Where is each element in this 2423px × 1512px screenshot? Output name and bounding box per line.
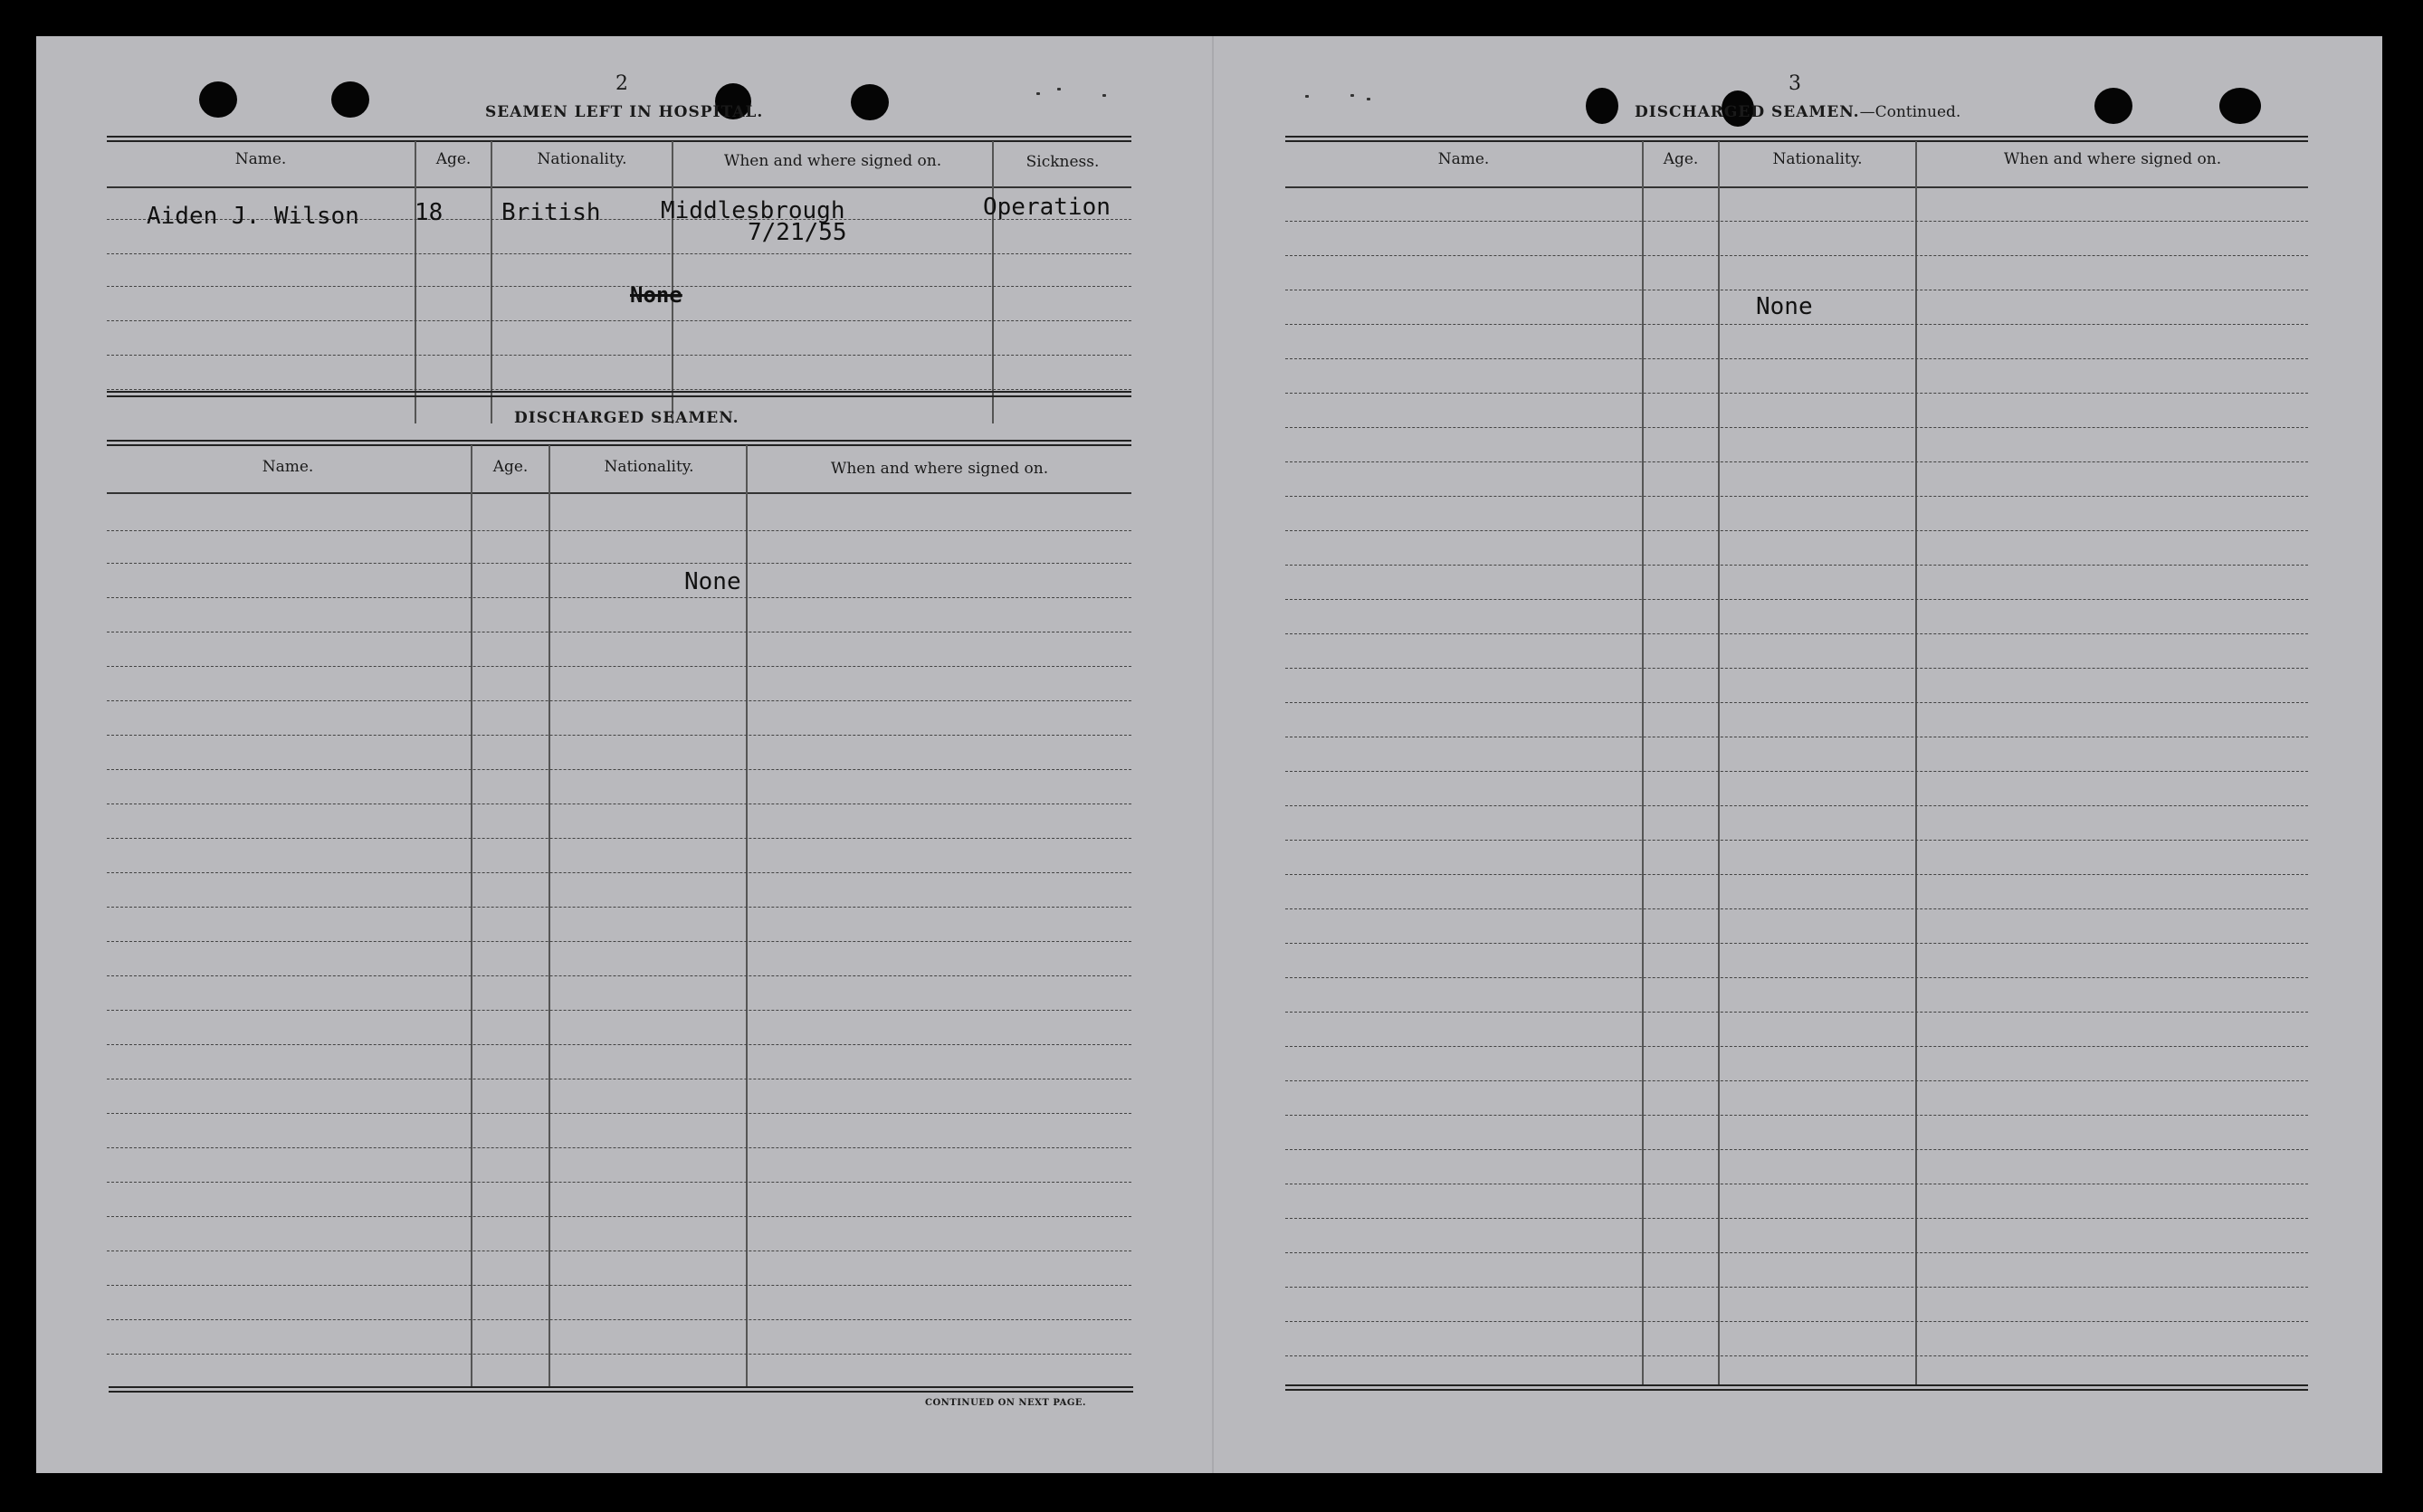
- discharged-col-name: Name.: [262, 458, 314, 476]
- hospital-entry-age: 18: [415, 199, 444, 226]
- discharged-top-rule: [107, 440, 1131, 446]
- hospital-entry-sickness: Operation: [983, 194, 1111, 221]
- punch-hole: [331, 81, 369, 118]
- right-col-age: Age.: [1663, 150, 1699, 168]
- punch-hole: [199, 81, 237, 118]
- continued-footer: CONTINUED ON NEXT PAGE.: [925, 1398, 1087, 1408]
- hospital-entry-nationality: British: [501, 199, 601, 226]
- discharged-section-title: DISCHARGED SEAMEN.: [514, 409, 739, 427]
- right-section-title: [1635, 103, 1960, 121]
- hospital-header-rule: [107, 186, 1131, 188]
- right-section-title-suffix: —Continued.: [1859, 103, 1961, 121]
- hospital-col-nationality: Nationality.: [537, 150, 627, 168]
- right-entry-none: None: [1756, 293, 1813, 320]
- hospital-top-rule: [107, 136, 1131, 142]
- hospital-bottom-rule: [107, 391, 1131, 397]
- hospital-struck-word: None: [630, 282, 682, 308]
- right-col-signed-on: When and where signed on.: [2003, 150, 2222, 168]
- right-col-nationality: Nationality.: [1772, 150, 1863, 168]
- punch-hole: [1586, 88, 1618, 124]
- punch-hole: [2094, 88, 2132, 124]
- hospital-section-title: SEAMEN LEFT IN HOSPITAL.: [485, 103, 764, 121]
- right-bottom-rule: [1285, 1384, 2308, 1391]
- punch-hole: [2219, 88, 2261, 124]
- discharged-header-rule: [107, 492, 1131, 494]
- hospital-entry-signed-date: 7/21/55: [748, 219, 847, 246]
- discharged-col-age: Age.: [492, 458, 529, 476]
- hospital-col-sickness: Sickness.: [1025, 153, 1100, 171]
- right-col-name: Name.: [1437, 150, 1490, 168]
- right-section-title-text: DISCHARGED SEAMEN.: [1635, 103, 1860, 121]
- discharged-bottom-rule: [109, 1386, 1133, 1393]
- hospital-entry-name: Aiden J. Wilson: [147, 203, 359, 230]
- hospital-col-signed-on: When and where signed on.: [723, 152, 942, 170]
- page-number-right: 3: [1789, 72, 1801, 95]
- punch-hole: [851, 84, 889, 120]
- page-number-left: 2: [615, 72, 628, 95]
- hospital-entry-signed-place: Middlesbrough: [661, 197, 845, 224]
- paper-sheet: [36, 36, 2382, 1473]
- discharged-col-signed-on: When and where signed on.: [830, 460, 1049, 478]
- hospital-col-age: Age.: [435, 150, 472, 168]
- discharged-entry-none: None: [684, 568, 741, 595]
- hospital-col-name: Name.: [234, 150, 287, 168]
- discharged-col-nationality: Nationality.: [604, 458, 694, 476]
- right-top-rule: [1285, 136, 2308, 142]
- right-header-rule: [1285, 186, 2308, 188]
- page-fold: [1212, 36, 1214, 1473]
